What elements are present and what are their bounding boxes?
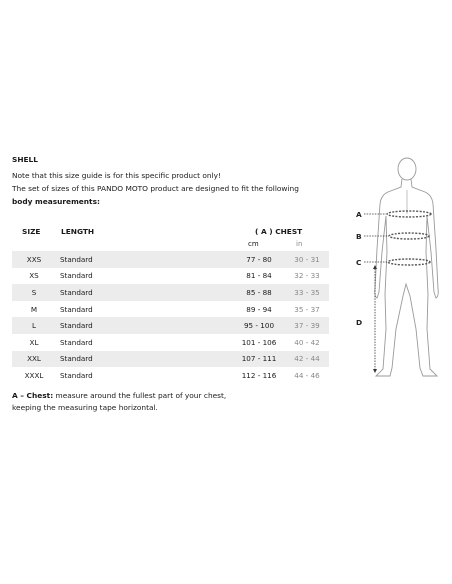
in-cell: 44 - 46 — [294, 370, 320, 380]
size-cell: XXS — [12, 251, 56, 268]
in-cell: 32 - 33 — [294, 271, 320, 281]
footnote-line-2: keeping the measuring tape horizontal. — [12, 403, 158, 412]
size-cell: L — [12, 317, 56, 334]
size-cell: XXXL — [24, 370, 44, 380]
footnote-line-1 — [12, 390, 226, 402]
note-line-1: Note that this size guide is for this specific product only! — [12, 171, 221, 180]
cm-cell: 112 - 116 — [241, 370, 277, 380]
cm-cell: 89 - 94 — [246, 304, 272, 314]
table-row — [12, 317, 329, 334]
in-cell: 40 - 42 — [294, 337, 320, 347]
spacer-cell — [106, 301, 233, 318]
spacer-cell — [106, 268, 233, 285]
length-cell: Standard — [60, 304, 93, 314]
table-row — [12, 268, 329, 285]
table-row — [12, 334, 329, 351]
spacer-cell — [106, 251, 233, 268]
size-cell: M — [30, 304, 38, 314]
cm-cell: 85 - 88 — [233, 284, 285, 301]
measure-c — [356, 258, 430, 267]
length-header: LENGTH — [61, 227, 95, 236]
chest-header: ( A ) CHEST — [255, 227, 303, 236]
length-cell: Standard — [56, 317, 106, 334]
cm-header: cm — [248, 240, 259, 248]
table-row — [12, 301, 329, 318]
body-outline — [375, 158, 439, 376]
cm-cell: 101 - 106 — [241, 337, 277, 347]
footnote-text-1: measure around the fullest part of your chest, — [53, 391, 227, 400]
length-cell: Standard — [56, 251, 106, 268]
section-title: SHELL — [12, 155, 38, 164]
size-cell: S — [12, 284, 56, 301]
in-cell: 35 - 37 — [294, 304, 320, 314]
cm-cell: 107 - 111 — [233, 351, 285, 368]
table-row — [12, 367, 329, 384]
spacer-cell — [106, 367, 233, 384]
measure-a — [356, 210, 431, 219]
in-cell: 37 - 39 — [285, 317, 329, 334]
spacer-cell — [106, 351, 233, 368]
cm-cell: 81 - 84 — [246, 271, 272, 281]
table-row — [12, 251, 329, 268]
size-cell: XS — [29, 271, 39, 281]
label-c: C — [356, 258, 362, 267]
label-a: A — [356, 210, 362, 219]
label-d: D — [356, 318, 363, 327]
size-cell: XXL — [12, 351, 56, 368]
length-cell: Standard — [60, 337, 93, 347]
in-header: in — [296, 240, 303, 248]
in-cell: 33 - 35 — [285, 284, 329, 301]
length-cell: Standard — [60, 370, 93, 380]
body-measurement-figure — [352, 154, 448, 386]
length-cell: Standard — [60, 271, 93, 281]
cm-cell: 95 - 100 — [233, 317, 285, 334]
measure-d — [356, 265, 377, 373]
size-header: SIZE — [22, 227, 41, 236]
size-cell: XL — [29, 337, 39, 347]
note-line-3: body measurements: — [12, 197, 100, 206]
length-cell: Standard — [56, 351, 106, 368]
spacer-cell — [106, 317, 233, 334]
cm-cell: 77 - 80 — [233, 251, 285, 268]
spacer-cell — [106, 284, 233, 301]
table-row — [12, 351, 329, 368]
size-table — [12, 251, 329, 384]
measure-b — [356, 232, 429, 241]
length-cell: Standard — [56, 284, 106, 301]
table-row — [12, 284, 329, 301]
in-cell: 30 - 31 — [285, 251, 329, 268]
note-line-2: The set of sizes of this PANDO MOTO product are designed to fit the following — [12, 184, 299, 193]
footnote-label: A – Chest: — [12, 391, 54, 400]
in-cell: 42 - 44 — [285, 351, 329, 368]
label-b: B — [356, 232, 362, 241]
spacer-cell — [106, 334, 233, 351]
